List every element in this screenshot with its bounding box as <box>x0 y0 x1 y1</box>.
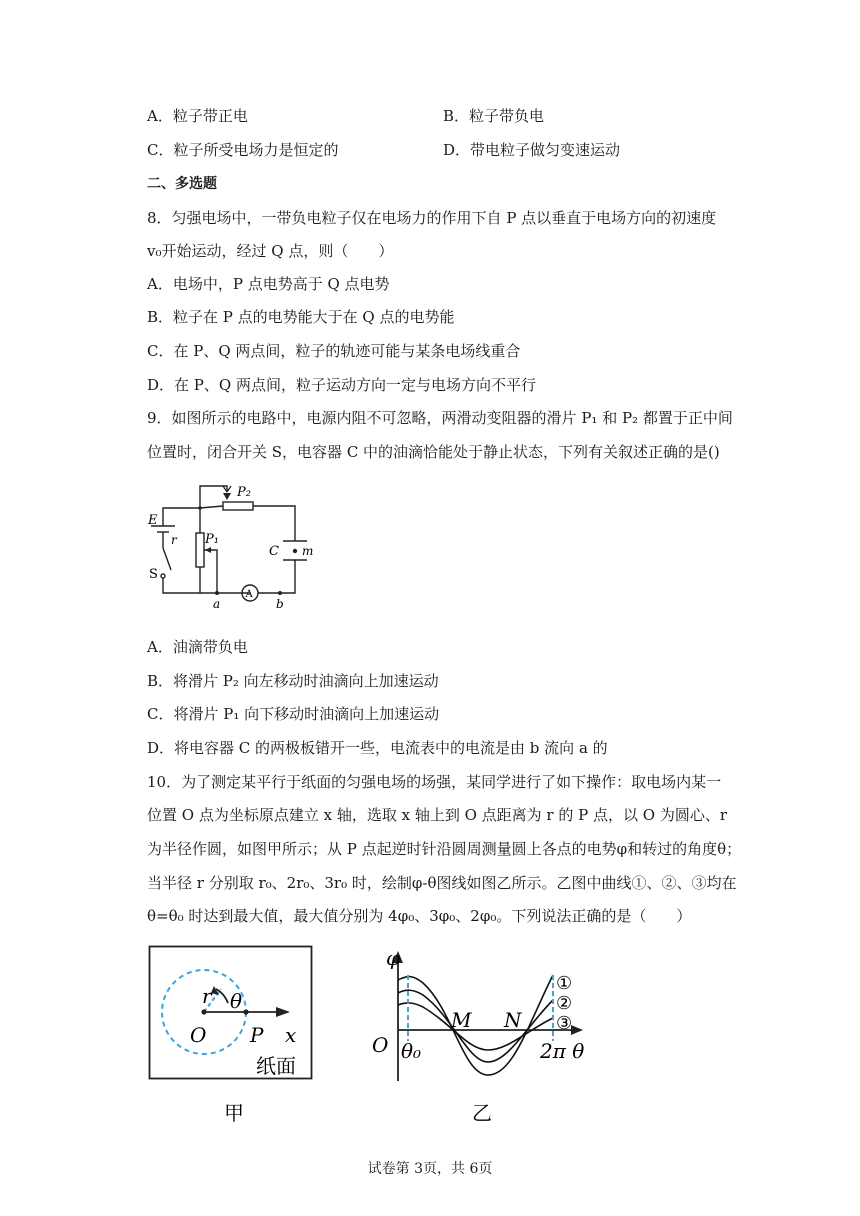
q7-option-c: C．粒子所受电场力是恒定的 <box>147 141 339 159</box>
q9-option-b: B．将滑片 P₂ 向左移动时油滴向上加速运动 <box>147 672 439 690</box>
yi-label-n: N <box>504 1008 522 1032</box>
curve-2 <box>398 990 553 1062</box>
circuit-label-a: a <box>213 597 221 611</box>
circuit-label-p1: P₁ <box>205 532 219 547</box>
yi-label-theta0: θ₀ <box>401 1039 422 1063</box>
figure-jia-caption: 甲 <box>224 1101 244 1125</box>
q9-stem-line1: 9．如图所示的电路中，电源内阻不可忽略，两滑动变阻器的滑片 P₁ 和 P₂ 都置于正中间 <box>147 409 733 427</box>
q10-stem-line2: 位置 O 点为坐标原点建立 x 轴，选取 x 轴上到 O 点距离为 r 的 P 点，以 O 为圆心、r <box>147 806 728 824</box>
q7-option-d: D．带电粒子做匀变速运动 <box>443 141 621 159</box>
figure-yi <box>368 945 594 1130</box>
ammeter-icon: A <box>245 589 253 600</box>
q7-option-a: A．粒子带正电 <box>147 107 248 125</box>
q9-option-c: C．将滑片 P₁ 向下移动时油滴向上加速运动 <box>147 705 440 723</box>
circuit-label-b: b <box>276 597 284 611</box>
q10-stem-line4: 当半径 r 分别取 r₀、2r₀、3r₀ 时，绘制φ-θ图线如图乙所示。乙图中曲线①、②、③均在 <box>147 874 737 892</box>
yi-label-phi: φ <box>386 946 401 970</box>
q8-option-b: B．粒子在 P 点的电势能大于在 Q 点的电势能 <box>147 308 455 326</box>
curve-1 <box>398 975 553 1075</box>
jia-label-o: O <box>190 1023 207 1047</box>
page-footer: 试卷第 3页，共 6页 <box>367 1161 493 1177</box>
circuit-label-m: m <box>302 544 314 558</box>
jia-label-r: r <box>202 984 212 1008</box>
q10-stem-line5: θ=θ₀ 时达到最大值，最大值分别为 4φ₀、3φ₀、2φ₀。下列说法正确的是（ ） <box>147 907 692 925</box>
yi-label-curve1: ① <box>556 973 573 994</box>
yi-label-2pi-theta: 2π θ <box>540 1039 585 1063</box>
circuit-label-c: C <box>269 544 279 559</box>
q7-option-b: B．粒子带负电 <box>443 107 545 125</box>
q10-stem-line3: 为半径作圆，如图甲所示；从 P 点起逆时针沿圆周测量圆上各点的电势φ和转过的角度θ； <box>147 840 742 858</box>
yi-label-curve2: ② <box>556 993 573 1014</box>
circuit-label-e: E <box>148 513 158 528</box>
q9-stem-line2: 位置时，闭合开关 S，电容器 C 中的油滴恰能处于静止状态，下列有关叙述正确的是() <box>147 443 720 461</box>
section-heading-multiple-choice: 二、多选题 <box>147 176 217 192</box>
q9-option-d: D．将电容器 C 的两极板错开一些，电流表中的电流是由 b 流向 a 的 <box>147 739 608 757</box>
q8-stem-line2: v₀开始运动，经过 Q 点，则（ ） <box>147 242 394 260</box>
q10-stem-line1: 10．为了测定某平行于纸面的匀强电场的场强，某同学进行了如下操作：取电场内某一 <box>147 773 722 791</box>
jia-label-p: P <box>250 1023 264 1047</box>
q8-stem-line1: 8．匀强电场中，一带负电粒子仅在电场力的作用下自 P 点以垂直于电场方向的初速度 <box>147 209 717 227</box>
yi-label-o: O <box>372 1033 389 1057</box>
figure-jia <box>148 945 316 1130</box>
jia-label-paper: 纸面 <box>256 1054 296 1078</box>
q8-option-c: C．在 P、Q 两点间，粒子的轨迹可能与某条电场线重合 <box>147 342 521 360</box>
q8-option-d: D．在 P、Q 两点间，粒子运动方向一定与电场方向不平行 <box>147 376 536 394</box>
jia-label-x: x <box>285 1023 297 1047</box>
q8-option-a: A．电场中，P 点电势高于 Q 点电势 <box>147 275 390 293</box>
oil-drop-icon <box>293 549 297 553</box>
yi-label-curve3: ③ <box>556 1013 573 1034</box>
circuit-diagram <box>145 478 330 613</box>
q9-option-a: A．油滴带负电 <box>147 638 248 656</box>
yi-label-m: M <box>451 1008 472 1032</box>
circuit-label-p2: P₂ <box>237 485 251 500</box>
figure-yi-caption: 乙 <box>472 1101 492 1125</box>
jia-label-theta: θ <box>230 989 243 1013</box>
circuit-label-r: r <box>171 533 177 547</box>
circuit-label-s: S <box>149 567 158 582</box>
